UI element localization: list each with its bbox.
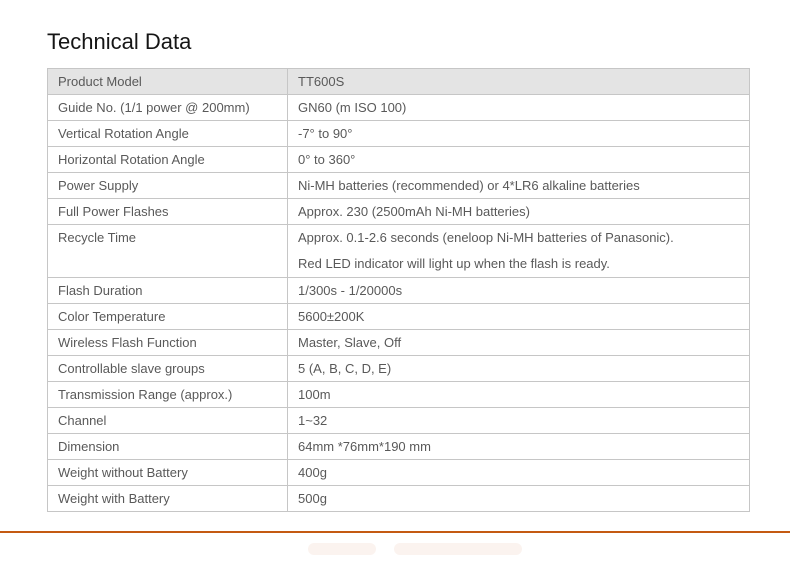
table-row xyxy=(48,408,750,434)
row-value: -7° to 90° xyxy=(288,121,750,147)
row-label: Flash Duration xyxy=(48,278,288,304)
table-row xyxy=(48,486,750,512)
row-label: Weight with Battery xyxy=(48,486,288,512)
row-label: Transmission Range (approx.) xyxy=(48,382,288,408)
row-value: 5600±200K xyxy=(288,304,750,330)
row-label: Color Temperature xyxy=(48,304,288,330)
row-value: 64mm *76mm*190 mm xyxy=(288,434,750,460)
table-row xyxy=(48,330,750,356)
row-label: Wireless Flash Function xyxy=(48,330,288,356)
table-row xyxy=(48,460,750,486)
table-row xyxy=(48,121,750,147)
row-value-line: Approx. 0.1-2.6 seconds (eneloop Ni-MH batteries of Panasonic). xyxy=(298,230,674,245)
row-value: 500g xyxy=(288,486,750,512)
table-row xyxy=(48,434,750,460)
table-row xyxy=(48,356,750,382)
row-label: Vertical Rotation Angle xyxy=(48,121,288,147)
row-label: Horizontal Rotation Angle xyxy=(48,147,288,173)
table-header-row xyxy=(48,69,750,95)
row-label: Channel xyxy=(48,408,288,434)
watermark-blob xyxy=(394,543,522,555)
table-row xyxy=(48,173,750,199)
row-label: Dimension xyxy=(48,434,288,460)
row-value-line: Red LED indicator will light up when the flash is ready. xyxy=(298,256,610,271)
header-label-cell: Product Model xyxy=(48,69,288,95)
table-row xyxy=(48,304,750,330)
row-value: Ni-MH batteries (recommended) or 4*LR6 alkaline batteries xyxy=(288,173,750,199)
row-value: GN60 (m ISO 100) xyxy=(288,95,750,121)
row-label: Weight without Battery xyxy=(48,460,288,486)
row-label: Guide No. (1/1 power @ 200mm) xyxy=(48,95,288,121)
table-row xyxy=(48,278,750,304)
row-label: Controllable slave groups xyxy=(48,356,288,382)
technical-data-table xyxy=(47,68,750,512)
row-label: Recycle Time xyxy=(48,225,288,278)
accent-divider-line xyxy=(0,531,790,533)
table-row xyxy=(48,95,750,121)
row-value: 5 (A, B, C, D, E) xyxy=(288,356,750,382)
header-value-cell: TT600S xyxy=(288,69,750,95)
row-value: 0° to 360° xyxy=(288,147,750,173)
row-value: 100m xyxy=(288,382,750,408)
row-value: 400g xyxy=(288,460,750,486)
row-value: 1~32 xyxy=(288,408,750,434)
row-value xyxy=(288,225,750,278)
table-row xyxy=(48,225,750,278)
watermark-blob xyxy=(308,543,376,555)
row-value: Approx. 230 (2500mAh Ni-MH batteries) xyxy=(288,199,750,225)
row-value: Master, Slave, Off xyxy=(288,330,750,356)
row-label: Full Power Flashes xyxy=(48,199,288,225)
table-row xyxy=(48,382,750,408)
row-value: 1/300s - 1/20000s xyxy=(288,278,750,304)
page-title: Technical Data xyxy=(47,29,192,54)
table-row xyxy=(48,147,750,173)
table-row xyxy=(48,199,750,225)
row-label: Power Supply xyxy=(48,173,288,199)
